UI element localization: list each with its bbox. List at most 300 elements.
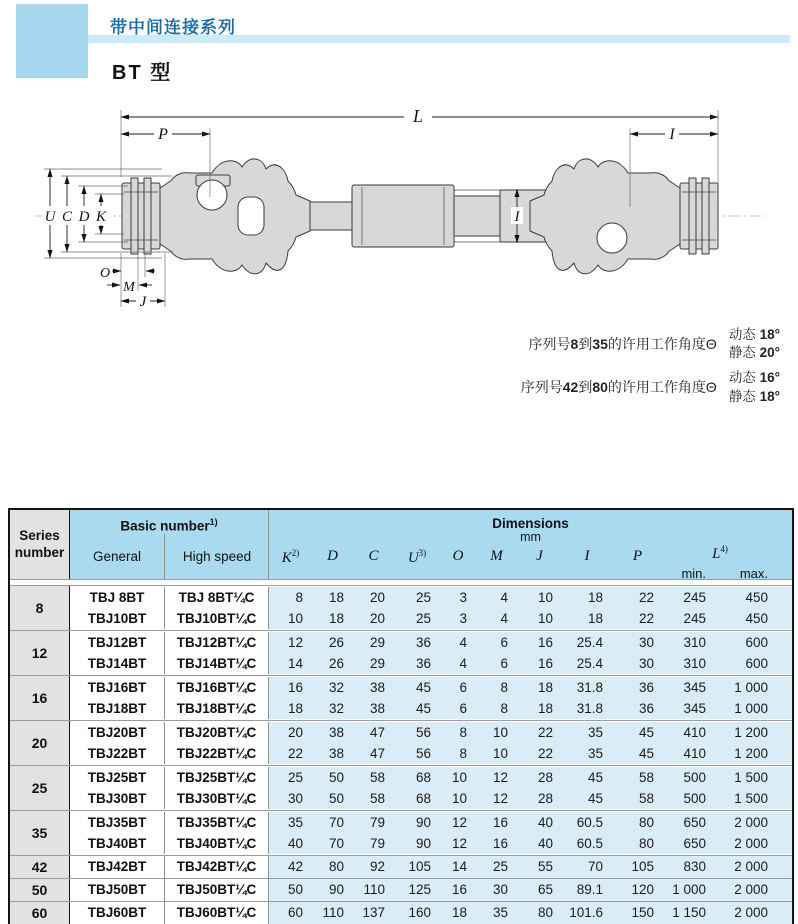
dim-value: 50: [269, 879, 312, 901]
dim-value: 28: [517, 767, 562, 788]
general-number: TBJ16BT: [70, 677, 165, 698]
row-pad: [777, 632, 792, 653]
left-yoke-mouth: [238, 197, 264, 235]
dim-value: 31.8: [562, 698, 612, 719]
row-pad: [777, 743, 792, 764]
col-L-min: min.: [681, 566, 706, 581]
dim-value: 2 000: [715, 902, 777, 924]
dim-value: 42: [269, 856, 312, 878]
high-speed-number: TBJ42BT¼C: [165, 856, 269, 878]
general-number: TBJ35BT: [70, 812, 165, 833]
series-group: [10, 810, 792, 855]
dim-value: 1 200: [715, 743, 777, 764]
series-number: 8: [10, 586, 70, 630]
row-pad: [777, 856, 792, 878]
dim-value: 105: [612, 856, 663, 878]
dim-value: 8: [440, 722, 476, 743]
dim-value: 80: [612, 812, 663, 833]
dim-value: 35: [562, 743, 612, 764]
universal-joint-shaft-svg: [0, 95, 798, 325]
dim-value: 1 000: [715, 677, 777, 698]
angle-note-2-values: 动态 16° 静态 18°: [728, 370, 780, 404]
dim-value: 22: [612, 587, 663, 608]
dim-value: 45: [562, 767, 612, 788]
series-group: [10, 901, 792, 924]
series-rows: [70, 856, 792, 878]
dimensions-header: [269, 510, 792, 579]
table-row: [70, 653, 792, 674]
dim-value: 90: [394, 833, 440, 854]
dim-value: 600: [715, 653, 777, 674]
dim-label-C: C: [61, 209, 73, 225]
series-rows: [70, 879, 792, 901]
dim-value: 600: [715, 632, 777, 653]
table-row: [70, 788, 792, 809]
dim-value: 25.4: [562, 653, 612, 674]
dim-value: 16: [440, 879, 476, 901]
dim-value: 35: [269, 812, 312, 833]
dim-value: 110: [312, 902, 353, 924]
dim-value: 47: [353, 722, 394, 743]
row-pad: [777, 608, 792, 629]
dim-value: 8: [269, 587, 312, 608]
table-row: [70, 677, 792, 698]
dim-value: 32: [312, 677, 353, 698]
dim-value: 410: [663, 722, 715, 743]
series-rows: [70, 766, 792, 810]
dim-label-O: O: [99, 266, 111, 281]
table-row: [70, 856, 792, 878]
dim-value: 50: [312, 767, 353, 788]
series-group: [10, 878, 792, 901]
series-group: [10, 675, 792, 720]
dim-value: 1 500: [715, 788, 777, 809]
dim-value: 12: [440, 833, 476, 854]
series-number-header: Series number: [10, 510, 70, 579]
dim-value: 450: [715, 608, 777, 629]
series-rows: [70, 902, 792, 924]
dim-value: 1 150: [663, 902, 715, 924]
dim-value: 450: [715, 587, 777, 608]
dim-value: 36: [394, 632, 440, 653]
dim-value: 68: [394, 767, 440, 788]
dim-value: 22: [269, 743, 312, 764]
col-O: O: [452, 548, 464, 564]
dim-value: 47: [353, 743, 394, 764]
general-number: TBJ14BT: [70, 653, 165, 674]
table-row: [70, 902, 792, 924]
general-number: TBJ50BT: [70, 879, 165, 901]
dim-value: 36: [394, 653, 440, 674]
dim-value: 6: [440, 677, 476, 698]
dim-value: 4: [440, 632, 476, 653]
dim-value: 16: [269, 677, 312, 698]
dim-value: 36: [612, 698, 663, 719]
col-K: $K^{2)}$: [281, 548, 300, 566]
table-body: [10, 585, 792, 924]
row-pad: [777, 587, 792, 608]
high-speed-number: TBJ16BT¼C: [165, 677, 269, 698]
row-pad: [777, 879, 792, 901]
dim-value: 60.5: [562, 833, 612, 854]
dim-value: 45: [394, 677, 440, 698]
table-row: [70, 767, 792, 788]
dim-value: 16: [517, 653, 562, 674]
series-rows: [70, 676, 792, 720]
high-speed-number: TBJ12BT¼C: [165, 632, 269, 653]
dim-value: 20: [353, 587, 394, 608]
dim-value: 20: [353, 608, 394, 629]
high-speed-number: TBJ25BT¼C: [165, 767, 269, 788]
dim-value: 89.1: [562, 879, 612, 901]
dim-value: 10: [476, 722, 517, 743]
dim-value: 22: [612, 608, 663, 629]
dim-value: 1 000: [663, 879, 715, 901]
dim-value: 18: [312, 608, 353, 629]
dim-value: 29: [353, 632, 394, 653]
theta-symbol: Θ: [705, 379, 717, 396]
angle-note-1-values: 动态 18° 静态 20°: [728, 327, 780, 361]
high-speed-number: TBJ14BT¼C: [165, 653, 269, 674]
dim-value: 18: [562, 587, 612, 608]
dim-value: 1 500: [715, 767, 777, 788]
dim-value: 137: [353, 902, 394, 924]
dim-value: 10: [269, 608, 312, 629]
high-speed-number: TBJ10BT¼C: [165, 608, 269, 629]
series-rows: [70, 631, 792, 675]
table-row: [70, 632, 792, 653]
table-row: [70, 879, 792, 901]
dim-value: 650: [663, 812, 715, 833]
series-number: 12: [10, 631, 70, 675]
dim-value: 79: [353, 833, 394, 854]
dim-value: 8: [476, 698, 517, 719]
type-title: BT 型: [112, 62, 173, 84]
dim-value: 18: [562, 608, 612, 629]
dim-value: 25.4: [562, 632, 612, 653]
dim-lines-OMJ: [100, 253, 165, 310]
row-pad: [777, 902, 792, 924]
right-yoke: [530, 159, 680, 274]
general-number: TBJ25BT: [70, 767, 165, 788]
dim-value: 30: [269, 788, 312, 809]
high-speed-number: TBJ 8BT¼C: [165, 587, 269, 608]
general-number: TBJ20BT: [70, 722, 165, 743]
basic-number-header: Basic number$^{1)}$ General High speed: [70, 510, 269, 579]
dim-value: 1 200: [715, 722, 777, 743]
dim-value: 1 000: [715, 698, 777, 719]
dim-label-M: M: [123, 280, 135, 295]
row-pad: [777, 722, 792, 743]
general-number: TBJ22BT: [70, 743, 165, 764]
dim-value: 92: [353, 856, 394, 878]
row-pad: [777, 698, 792, 719]
angle-notes: [420, 326, 780, 413]
series-group: [10, 765, 792, 810]
dim-value: 26: [312, 632, 353, 653]
dim-value: 110: [353, 879, 394, 901]
general-number: TBJ10BT: [70, 608, 165, 629]
table-row: [70, 587, 792, 608]
dim-value: 80: [612, 833, 663, 854]
theta-symbol: Θ: [705, 336, 717, 352]
dim-value: 45: [562, 788, 612, 809]
col-U: $U^{3)}$: [407, 548, 427, 566]
dim-value: 16: [476, 833, 517, 854]
dim-value: 345: [663, 698, 715, 719]
dim-value: 6: [476, 632, 517, 653]
dim-value: 2 000: [715, 879, 777, 901]
dim-value: 40: [269, 833, 312, 854]
dim-value: 28: [517, 788, 562, 809]
dim-value: 70: [312, 812, 353, 833]
dim-value: 31.8: [562, 677, 612, 698]
dim-value: 10: [440, 767, 476, 788]
series-number: 25: [10, 766, 70, 810]
dim-value: 30: [612, 632, 663, 653]
dim-value: 10: [440, 788, 476, 809]
dim-value: 50: [312, 788, 353, 809]
dim-value: 38: [312, 722, 353, 743]
dim-value: 18: [517, 677, 562, 698]
dim-value: 58: [612, 788, 663, 809]
dim-value: 38: [312, 743, 353, 764]
dim-value: 32: [312, 698, 353, 719]
dim-value: 160: [394, 902, 440, 924]
table-row: [70, 698, 792, 719]
dim-value: 80: [517, 902, 562, 924]
dim-value: 10: [476, 743, 517, 764]
dim-value: 12: [269, 632, 312, 653]
dim-value: 18: [517, 698, 562, 719]
col-L: $L^{4)}$ min. max.: [663, 544, 792, 581]
dim-value: 40: [517, 833, 562, 854]
dim-value: 18: [269, 698, 312, 719]
dim-value: 150: [612, 902, 663, 924]
table-row: [70, 812, 792, 833]
dim-value: 25: [269, 767, 312, 788]
dim-value: 29: [353, 653, 394, 674]
general-number: TBJ42BT: [70, 856, 165, 878]
dimensions-unit: mm: [520, 530, 541, 544]
series-rows: [70, 721, 792, 765]
dim-value: 38: [353, 677, 394, 698]
general-number: TBJ30BT: [70, 788, 165, 809]
series-number: 50: [10, 879, 70, 901]
general-number: TBJ40BT: [70, 833, 165, 854]
series-number: 42: [10, 856, 70, 878]
dim-label-K: K: [95, 209, 107, 225]
dim-value: 4: [476, 608, 517, 629]
dim-value: 2 000: [715, 833, 777, 854]
dim-value: 3: [440, 587, 476, 608]
col-I: I: [584, 548, 590, 564]
dim-value: 500: [663, 767, 715, 788]
dim-value: 25: [476, 856, 517, 878]
general-number: TBJ12BT: [70, 632, 165, 653]
series-number: 16: [10, 676, 70, 720]
series-number: 20: [10, 721, 70, 765]
table-row: [70, 608, 792, 629]
series-rows: [70, 586, 792, 630]
angle-note-2-label: 序列号42到80的许用工作角度Θ: [520, 379, 717, 396]
dim-value: 45: [612, 743, 663, 764]
dim-value: 8: [476, 677, 517, 698]
dim-value: 20: [269, 722, 312, 743]
high-speed-number: TBJ40BT¼C: [165, 833, 269, 854]
general-number: TBJ 8BT: [70, 587, 165, 608]
col-C: C: [368, 548, 379, 564]
dimension-columns: [269, 544, 792, 581]
dim-label-P: P: [158, 126, 168, 143]
row-pad: [777, 812, 792, 833]
dim-value: 12: [476, 788, 517, 809]
dim-value: 12: [476, 767, 517, 788]
dim-value: 60: [269, 902, 312, 924]
dim-value: 79: [353, 812, 394, 833]
table-row: [70, 833, 792, 854]
angle-note-1: [420, 326, 780, 362]
dim-value: 310: [663, 653, 715, 674]
dim-value: 35: [562, 722, 612, 743]
dim-value: 45: [612, 722, 663, 743]
dim-value: 10: [517, 608, 562, 629]
col-D: D: [327, 548, 338, 564]
row-pad: [777, 833, 792, 854]
dim-value: 70: [562, 856, 612, 878]
dim-value: 56: [394, 722, 440, 743]
dim-value: 4: [476, 587, 517, 608]
col-P: P: [632, 548, 643, 564]
dim-value: 120: [612, 879, 663, 901]
general-header: General: [70, 534, 165, 580]
dimensions-title: Dimensions: [492, 516, 569, 531]
dim-value: 38: [353, 698, 394, 719]
high-speed-number: TBJ18BT¼C: [165, 698, 269, 719]
dim-value: 30: [476, 879, 517, 901]
series-rows: [70, 811, 792, 855]
series-number: 35: [10, 811, 70, 855]
dim-value: 18: [440, 902, 476, 924]
series-number: 60: [10, 902, 70, 924]
dim-value: 58: [353, 767, 394, 788]
dim-value: 105: [394, 856, 440, 878]
bearing-ball-left: [197, 180, 227, 210]
dim-value: 6: [476, 653, 517, 674]
dim-value: 22: [517, 722, 562, 743]
series-group: [10, 720, 792, 765]
dim-label-D: D: [78, 209, 90, 225]
table-header: [10, 510, 792, 580]
dim-value: 68: [394, 788, 440, 809]
col-L-max: max.: [739, 566, 768, 581]
dim-value: 6: [440, 698, 476, 719]
dim-value: 65: [517, 879, 562, 901]
dim-value: 16: [476, 812, 517, 833]
series-group: [10, 586, 792, 630]
dim-value: 10: [517, 587, 562, 608]
dimensions-table: [8, 508, 794, 924]
dim-value: 410: [663, 743, 715, 764]
dim-value: 14: [269, 653, 312, 674]
dim-label-U: U: [44, 209, 56, 225]
high-speed-number: TBJ35BT¼C: [165, 812, 269, 833]
dim-value: 4: [440, 653, 476, 674]
dim-value: 101.6: [562, 902, 612, 924]
dim-value: 25: [394, 587, 440, 608]
dim-value: 2 000: [715, 856, 777, 878]
dim-value: 90: [312, 879, 353, 901]
dim-value: 56: [394, 743, 440, 764]
dim-value: 90: [394, 812, 440, 833]
dim-value: 25: [394, 608, 440, 629]
dim-value: 3: [440, 608, 476, 629]
col-M: M: [490, 548, 503, 564]
general-number: TBJ18BT: [70, 698, 165, 719]
shaft-drawing: [0, 95, 798, 325]
dim-value: 16: [517, 632, 562, 653]
table-row: [70, 722, 792, 743]
high-speed-number: TBJ20BT¼C: [165, 722, 269, 743]
table-row: [70, 743, 792, 764]
dim-value: 40: [517, 812, 562, 833]
dim-value: 8: [440, 743, 476, 764]
row-pad: [777, 767, 792, 788]
right-hub: [680, 178, 718, 254]
series-title: 带中间连接系列: [110, 18, 236, 37]
dim-value: 80: [312, 856, 353, 878]
dim-value: 2 000: [715, 812, 777, 833]
dim-value: 12: [440, 812, 476, 833]
dim-value: 58: [612, 767, 663, 788]
row-pad: [777, 653, 792, 674]
series-group: [10, 630, 792, 675]
dim-value: 500: [663, 788, 715, 809]
high-speed-header: High speed: [182, 548, 252, 564]
high-speed-number: TBJ22BT¼C: [165, 743, 269, 764]
dim-label-I-tube: I: [514, 209, 520, 225]
dim-value: 650: [663, 833, 715, 854]
dim-value: 55: [517, 856, 562, 878]
bearing-ball-right: [597, 223, 627, 253]
angle-note-2: [420, 369, 780, 405]
dim-value: 14: [440, 856, 476, 878]
row-pad: [777, 677, 792, 698]
dim-value: 45: [394, 698, 440, 719]
dim-value: 18: [312, 587, 353, 608]
left-yoke: [160, 159, 310, 274]
dim-value: 22: [517, 743, 562, 764]
angle-note-1-label: 序列号8到35的许用工作角度Θ: [528, 336, 717, 352]
dim-value: 35: [476, 902, 517, 924]
dim-value: 58: [353, 788, 394, 809]
dim-label-I-right: I: [669, 126, 675, 143]
dim-value: 36: [612, 677, 663, 698]
high-speed-number: TBJ30BT¼C: [165, 788, 269, 809]
dim-value: 60.5: [562, 812, 612, 833]
dim-value: 245: [663, 587, 715, 608]
dim-value: 310: [663, 632, 715, 653]
dim-value: 245: [663, 608, 715, 629]
dim-label-J: J: [139, 294, 147, 310]
center-tube: [308, 185, 546, 247]
dim-value: 830: [663, 856, 715, 878]
col-J: J: [536, 548, 543, 564]
dim-value: 30: [612, 653, 663, 674]
series-group: [10, 855, 792, 878]
dim-value: 70: [312, 833, 353, 854]
general-number: TBJ60BT: [70, 902, 165, 924]
